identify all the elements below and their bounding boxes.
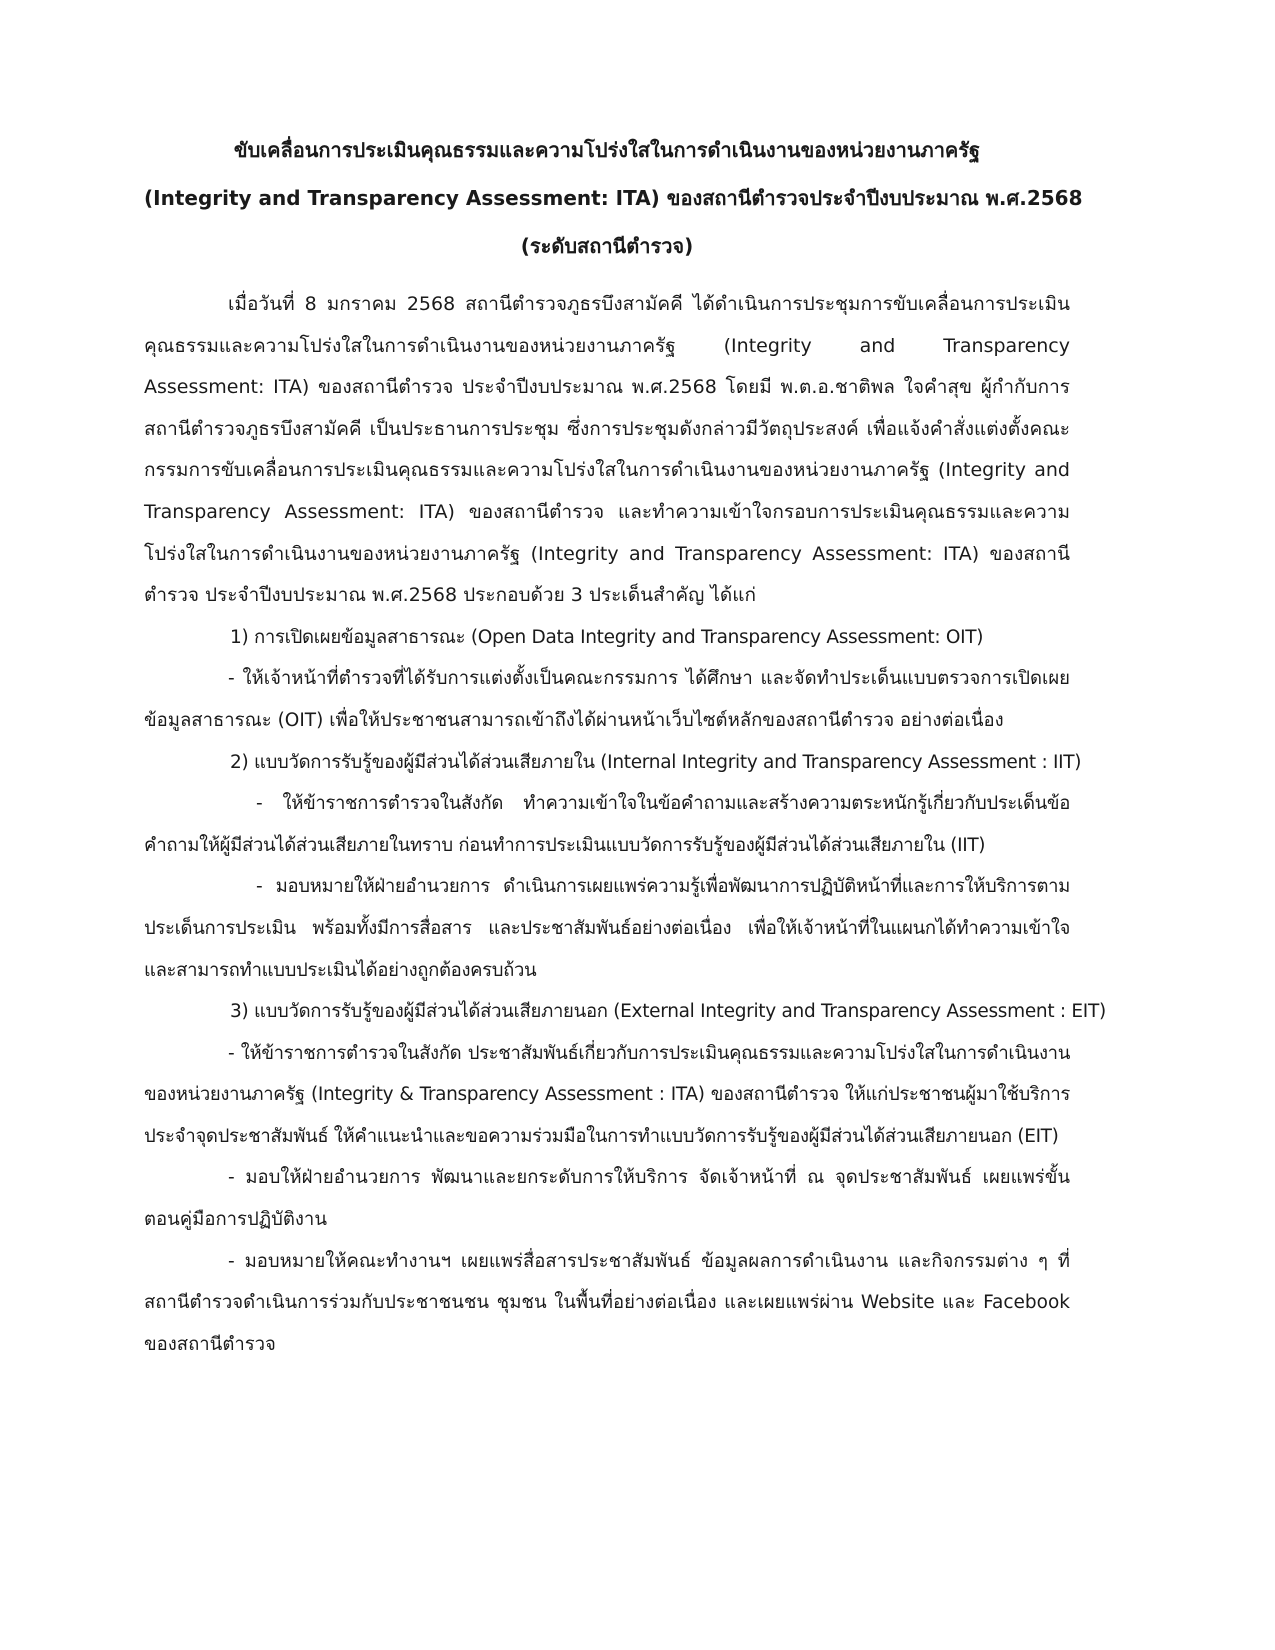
document-title <box>144 126 1083 270</box>
title-line-2: (Integrity and Transparency Assessment: ITA) ของสถานีตำรวจประจำปีงบประมาณ พ.ศ.2568 <box>144 186 1083 210</box>
item-iit-bullet-1: - ให้ข้าราชการตำรวจในสังกัด ทำความเข้าใจในข้อคำถามและสร้างความตระหนักรู้เกี่ยวกับประเด็นข้อคำถามให้ผู้มีส่วนได้ส่วนเสียภายในทราบ ก่อนทำการประเมินแบบวัดการรับรู้ของผู้มีส่วนได้ส่วนเสียภายใน (IIT) <box>144 793 1070 856</box>
title-line-1: ขับเคลื่อนการประเมินคุณธรรมและความโปร่งใสในการดำเนินงานของหน่วยงานภาครัฐ <box>233 138 981 162</box>
item-heading-eit: 3) แบบวัดการรับรู้ของผู้มีส่วนได้ส่วนเสียภายนอก (External Integrity and Transparency Assessment : EIT) <box>230 1001 1106 1023</box>
item-iit-bullet-2: - มอบหมายให้ฝ่ายอำนวยการ ดำเนินการเผยแพร่ความรู้เพื่อพัฒนาการปฏิบัติหน้าที่และการให้บริการตามประเด็นการประเมิน พร้อมทั้งมีการสื่อสาร และประชาสัมพันธ์อย่างต่อเนื่อง เพื่อให้เจ้าหน้าที่ในแผนกได้ทำความเข้าใจ และสามารถทำแบบประเมินได้อย่างถูกต้องครบถ้วน <box>144 876 1070 981</box>
document-body <box>144 284 1106 1365</box>
item-oit-bullet-1: - ให้เจ้าหน้าที่ตำรวจที่ได้รับการแต่งตั้งเป็นคณะกรรมการ ได้ศึกษา และจัดทำประเด็นแบบตรวจการเปิดเผยข้อมูลสาธารณะ (OIT) เพื่อให้ประชาชนสามารถเข้าถึงได้ผ่านหน้าเว็บไซต์หลักของสถานีตำรวจ อย่างต่อเนื่อง <box>144 668 1070 731</box>
item-eit-bullet-2: - มอบให้ฝ่ายอำนวยการ พัฒนาและยกระดับการให้บริการ จัดเจ้าหน้าที่ ณ จุดประชาสัมพันธ์ เผยแพร่ขั้นตอนคู่มือการปฏิบัติงาน <box>144 1167 1070 1231</box>
item-heading-iit: 2) แบบวัดการรับรู้ของผู้มีส่วนได้ส่วนเสียภายใน (Internal Integrity and Transparency Assessment : IIT) <box>230 751 1082 773</box>
title-line-3: (ระดับสถานีตำรวจ) <box>520 234 694 258</box>
item-eit-bullet-3: - มอบหมายให้คณะทำงานฯ เผยแพร่สื่อสารประชาสัมพันธ์ ข้อมูลผลการดำเนินงาน และกิจกรรมต่าง ๆ ที่สถานีตำรวจดำเนินการร่วมกับประชาชนชน ชุมชน ในพื้นที่อย่างต่อเนื่อง และเผยแพร่ผ่าน Website และ Facebook ของสถานีตำรวจ <box>144 1250 1070 1355</box>
item-heading-oit: 1) การเปิดเผยข้อมูลสาธารณะ (Open Data Integrity and Transparency Assessment: OIT) <box>230 626 984 648</box>
item-eit-bullet-1: - ให้ข้าราชการตำรวจในสังกัด ประชาสัมพันธ์เกี่ยวกับการประเมินคุณธรรมและความโปร่งใสในการดำเนินงานของหน่วยงานภาครัฐ (Integrity & Transparency Assessment : ITA) ของสถานีตำรวจ ให้แก่ประชาชนผู้มาใช้บริการประจำจุดประชาสัมพันธ์ ให้คำแนะนำและขอความร่วมมือในการทำแบบวัดการรับรู้ของผู้มีส่วนได้ส่วนเสียภายนอก (EIT) <box>144 1042 1070 1147</box>
intro-paragraph: เมื่อวันที่ 8 มกราคม 2568 สถานีตำรวจภูธรบึงสามัคคี ได้ดำเนินการประชุมการขับเคลื่อนการประเมินคุณธรรมและความโปร่งใสในการดำเนินงานของหน่วยงานภาครัฐ (Integrity and Transparency Assessment: ITA) ของสถานีตำรวจ ประจำปีงบประมาณ พ.ศ.2568 โดยมี พ.ต.อ.ชาติพล ใจคำสุข ผู้กำกับการ สถานีตำรวจภูธรบึงสามัคคี เป็นประธานการประชุม ซึ่งการประชุมดังกล่าวมีวัตถุประสงค์ เพื่อแจ้งคำสั่งแต่งตั้งคณะกรรมการขับเคลื่อนการประเมินคุณธรรมและความโปร่งใสในการดำเนินงานของหน่วยงานภาครัฐ (Integrity and Transparency Assessment: ITA) ของสถานีตำรวจ และทำความเข้าใจกรอบการประเมินคุณธรรมและความโปร่งใสในการดำเนินงานของหน่วยงานภาครัฐ (Integrity and Transparency Assessment: ITA) ของสถานีตำรวจ ประจำปีงบประมาณ พ.ศ.2568 ประกอบด้วย 3 ประเด็นสำคัญ ได้แก่ <box>144 293 1070 607</box>
document-page <box>144 126 1106 1365</box>
